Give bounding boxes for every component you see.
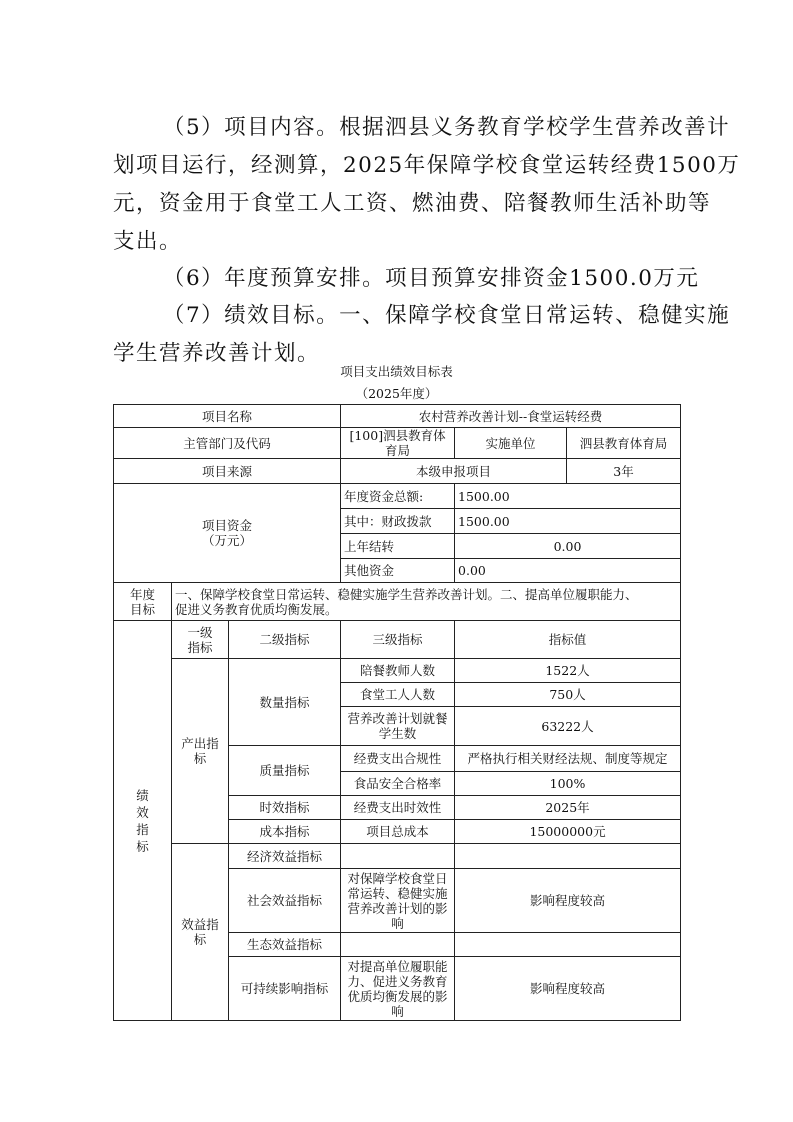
para-content-line1: （5）项目内容。根据泗县义务教育学校学生营养改善计 (163, 115, 731, 140)
impl-value: 泗县教育体育局 (567, 428, 681, 459)
table-row (114, 659, 681, 683)
cost-label: 成本指标 (229, 820, 341, 844)
indicator-value: 影响程度较高 (455, 869, 681, 933)
funds-total-label: 年度资金总额: (341, 484, 455, 509)
dept-value: [100]泗县教育体育局 (341, 428, 455, 459)
funds-fiscal-value: 1500.00 (455, 509, 681, 534)
indicator-value: 100% (455, 772, 681, 796)
indicator-value: 63222人 (455, 707, 681, 746)
social-label: 社会效益指标 (229, 869, 341, 933)
funds-total-value: 1500.00 (455, 484, 681, 509)
impl-label: 实施单位 (455, 428, 567, 459)
economic-label: 经济效益指标 (229, 844, 341, 869)
project-name-label: 项目名称 (114, 405, 341, 428)
eco-label: 生态效益指标 (229, 933, 341, 957)
table-row (114, 405, 681, 428)
table-row (114, 621, 681, 659)
indicator-value: 15000000元 (455, 820, 681, 844)
indicator-name (341, 844, 455, 869)
indicator-name: 经费支出合规性 (341, 746, 455, 772)
quantity-label: 数量指标 (229, 659, 341, 746)
source-value: 本级申报项目 (341, 459, 567, 484)
indicator-name: 陪餐教师人数 (341, 659, 455, 683)
benefit-label: 效益指 标 (172, 844, 229, 1021)
col-level3-header: 三级指标 (341, 621, 455, 659)
col-value-header: 指标值 (455, 621, 681, 659)
funds-other-value: 0.00 (455, 559, 681, 583)
indicator-name: 食品安全合格率 (341, 772, 455, 796)
funds-label: 项目资金 （万元） (114, 484, 341, 583)
table-row (114, 844, 681, 869)
table-year: （2025年度） (355, 386, 438, 401)
indicator-name: 食堂工人人数 (341, 683, 455, 707)
table-row (114, 459, 681, 484)
indicator-name (341, 933, 455, 957)
timeliness-label: 时效指标 (229, 796, 341, 820)
period-value: 3年 (567, 459, 681, 484)
indicator-value: 2025年 (455, 796, 681, 820)
dept-label: 主管部门及代码 (114, 428, 341, 459)
para-content-line2: 划项目运行，经测算，2025年保障学校食堂运转经费1500万 (113, 153, 741, 178)
indicators-side-label: 绩 效 指 标 (114, 621, 172, 1021)
indicator-value: 影响程度较高 (455, 957, 681, 1021)
indicator-name: 对提高单位履职能 力、促进义务教育 优质均衡发展的影 响 (341, 957, 455, 1021)
indicator-value: 严格执行相关财经法规、制度等规定 (455, 746, 681, 772)
para-content-line4: 支出。 (113, 229, 183, 254)
goal-label: 年度 目标 (114, 583, 172, 621)
indicator-value: 1522人 (455, 659, 681, 683)
col-level1-header: 一级 指标 (172, 621, 229, 659)
quality-label: 质量指标 (229, 746, 341, 796)
output-label: 产出指 标 (172, 659, 229, 844)
sustain-label: 可持续影响指标 (229, 957, 341, 1021)
indicator-value (455, 933, 681, 957)
para-content-line3: 元，资金用于食堂工人工资、燃油费、陪餐教师生活补助等 (113, 191, 712, 216)
indicator-name: 项目总成本 (341, 820, 455, 844)
source-label: 项目来源 (114, 459, 341, 484)
table-title: 项目支出绩效目标表 (340, 364, 453, 379)
funds-carryover-label: 上年结转 (341, 534, 455, 559)
performance-table (113, 404, 681, 1021)
table-row (114, 428, 681, 459)
table-row (114, 484, 681, 509)
indicator-name: 经费支出时效性 (341, 796, 455, 820)
indicator-name: 对保障学校食堂日 常运转、稳健实施 营养改善计划的影 响 (341, 869, 455, 933)
para-budget: （6）年度预算安排。项目预算安排资金1500.0万元 (163, 266, 700, 291)
indicator-value: 750人 (455, 683, 681, 707)
para-goal-line2: 学生营养改善计划。 (113, 341, 321, 366)
table-row (114, 583, 681, 621)
goal-text: 一、保障学校食堂日常运转、稳健实施学生营养改善计划。二、提高单位履职能力、 促进义务教育优质均衡发展。 (172, 583, 681, 621)
col-level2-header: 二级指标 (229, 621, 341, 659)
project-name-value: 农村营养改善计划--食堂运转经费 (341, 405, 681, 428)
funds-other-label: 其他资金 (341, 559, 455, 583)
indicator-value (455, 844, 681, 869)
para-goal-line1: （7）绩效目标。一、保障学校食堂日常运转、稳健实施 (163, 303, 731, 328)
indicator-name: 营养改善计划就餐 学生数 (341, 707, 455, 746)
funds-fiscal-label: 其中：财政拨款 (341, 509, 455, 534)
funds-carryover-value: 0.00 (455, 534, 681, 559)
